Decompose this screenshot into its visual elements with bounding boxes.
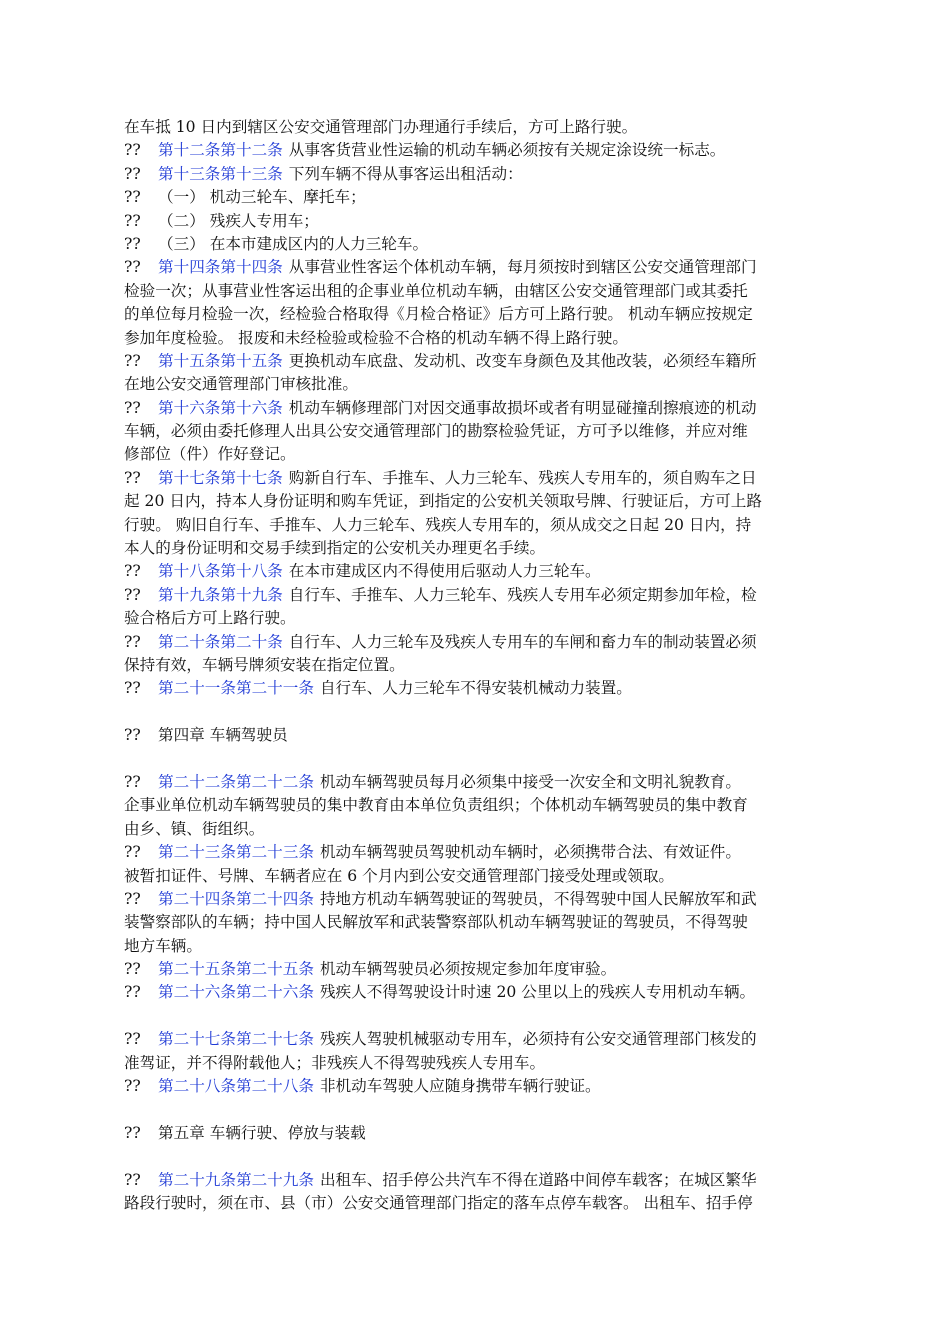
article-line xyxy=(124,1028,836,1051)
placeholder-mark: ?? xyxy=(124,562,141,581)
article-number-link[interactable]: 第二十条第二十条 xyxy=(158,632,283,651)
text-line xyxy=(124,490,836,513)
placeholder-mark: ?? xyxy=(124,1123,141,1142)
placeholder-mark: ?? xyxy=(124,585,141,604)
article-line xyxy=(124,560,836,583)
text-line xyxy=(124,654,836,677)
placeholder-mark: ?? xyxy=(124,211,141,230)
article-line xyxy=(124,467,836,490)
article-number-link[interactable]: 第十六条第十六条 xyxy=(158,398,283,417)
article-line xyxy=(124,677,836,700)
line-text: 更换机动车底盘、发动机、改变车身颜色及其他改装，必须经车籍所 xyxy=(288,351,757,370)
text-line xyxy=(124,607,836,630)
document-page xyxy=(124,116,836,1215)
line-text: （一） 机动三轮车、摩托车； xyxy=(158,188,366,207)
line-text: 机动车辆驾驶员每月必须集中接受一次安全和文明礼貌教育。 xyxy=(319,772,741,791)
placeholder-mark: ?? xyxy=(124,843,141,862)
line-text: 行驶。 购旧自行车、手推车、人力三轮车、残疾人专用车的，须从成交之日起 20 日内，持 xyxy=(124,515,752,534)
line-text: 自行车、手推车、人力三轮车、残疾人专用车必须定期参加年检，检 xyxy=(288,585,757,604)
article-line xyxy=(124,958,836,981)
line-text: 在车抵 10 日内到辖区公安交通管理部门办理通行手续后，方可上路行驶。 xyxy=(124,118,638,136)
article-line xyxy=(124,584,836,607)
line-text: 在本市建成区内不得使用后驱动人力三轮车。 xyxy=(288,562,601,581)
text-line xyxy=(124,420,836,443)
article-line xyxy=(124,139,836,162)
article-line xyxy=(124,771,836,794)
text-line xyxy=(124,303,836,326)
placeholder-mark: ?? xyxy=(124,1077,141,1096)
line-text: 的单位每月检验一次，经检验合格取得《月检合格证》后方可上路行驶。 机动车辆应按规定 xyxy=(124,305,753,324)
line-text: 自行车、人力三轮车不得安装机械动力装置。 xyxy=(319,679,632,698)
line-text: 从事客货营业性运输的机动车辆必须按有关规定涂设统一标志。 xyxy=(288,141,726,160)
blank-line xyxy=(124,1005,836,1028)
article-line xyxy=(124,163,836,186)
line-text: 参加年度检验。 报废和未经检验或检验不合格的机动车辆不得上路行驶。 xyxy=(124,328,628,347)
article-line xyxy=(124,397,836,420)
placeholder-mark: ?? xyxy=(124,141,141,160)
placeholder-mark: ?? xyxy=(124,679,141,698)
text-line xyxy=(124,1052,836,1075)
list-item xyxy=(124,210,836,233)
blank-line xyxy=(124,1098,836,1121)
line-text: （二） 残疾人专用车； xyxy=(158,211,319,230)
line-text: 车辆，必须由委托修理人出具公安交通管理部门的勘察检验凭证，方可予以维修，并应对维 xyxy=(124,422,748,441)
article-line xyxy=(124,1075,836,1098)
text-line xyxy=(124,911,836,934)
article-number-link[interactable]: 第十七条第十七条 xyxy=(158,468,283,487)
article-number-link[interactable]: 第二十七条第二十七条 xyxy=(158,1030,314,1049)
placeholder-mark: ?? xyxy=(124,889,141,908)
line-text: （三） 在本市建成区内的人力三轮车。 xyxy=(158,234,429,253)
placeholder-mark: ?? xyxy=(124,351,141,370)
chapter-heading xyxy=(124,1122,836,1145)
placeholder-mark: ?? xyxy=(124,234,141,253)
line-text: 从事营业性客运个体机动车辆，每月须按时到辖区公安交通管理部门 xyxy=(288,258,757,277)
placeholder-mark: ?? xyxy=(124,164,141,183)
article-number-link[interactable]: 第十五条第十五条 xyxy=(158,351,283,370)
article-line xyxy=(124,841,836,864)
line-text: 保持有效，车辆号牌须安装在指定位置。 xyxy=(124,655,405,674)
text-line xyxy=(124,327,836,350)
line-text: 自行车、人力三轮车及残疾人专用车的车闸和畜力车的制动装置必须 xyxy=(288,632,757,651)
line-text: 在地公安交通管理部门审核批准。 xyxy=(124,375,358,394)
article-number-link[interactable]: 第十八条第十八条 xyxy=(158,562,283,581)
placeholder-mark: ?? xyxy=(124,258,141,277)
article-line xyxy=(124,350,836,373)
line-text: 非机动车驾驶人应随身携带车辆行驶证。 xyxy=(319,1077,601,1096)
text-line xyxy=(124,373,836,396)
placeholder-mark: ?? xyxy=(124,188,141,207)
line-text: 装警察部队的车辆；持中国人民解放军和武装警察部队机动车辆驾驶证的驾驶员，不得驾驶 xyxy=(124,913,748,932)
article-number-link[interactable]: 第二十四条第二十四条 xyxy=(158,889,314,908)
line-text: 机动车辆驾驶员驾驶机动车辆时，必须携带合法、有效证件。 xyxy=(319,843,741,862)
text-line xyxy=(124,865,836,888)
line-text: 第四章 车辆驾驶员 xyxy=(158,726,288,745)
line-text: 地方车辆。 xyxy=(124,936,202,955)
placeholder-mark: ?? xyxy=(124,1030,141,1049)
article-number-link[interactable]: 第十四条第十四条 xyxy=(158,258,283,277)
line-text: 本人的身份证明和交易手续到指定的公安机关办理更名手续。 xyxy=(124,539,546,558)
article-number-link[interactable]: 第十二条第十二条 xyxy=(158,141,283,160)
text-line xyxy=(124,116,836,139)
text-line xyxy=(124,935,836,958)
line-text: 企事业单位机动车辆驾驶员的集中教育由本单位负责组织；个体机动车辆驾驶员的集中教育 xyxy=(124,796,748,815)
article-line xyxy=(124,1169,836,1192)
text-line xyxy=(124,794,836,817)
line-text: 机动车辆修理部门对因交通事故损坏或者有明显碰撞刮擦痕迹的机动 xyxy=(288,398,757,417)
line-text: 验合格后方可上路行驶。 xyxy=(124,609,296,628)
blank-line xyxy=(124,748,836,771)
blank-line xyxy=(124,1145,836,1168)
placeholder-mark: ?? xyxy=(124,772,141,791)
placeholder-mark: ?? xyxy=(124,398,141,417)
text-line xyxy=(124,280,836,303)
placeholder-mark: ?? xyxy=(124,960,141,979)
placeholder-mark: ?? xyxy=(124,983,141,1002)
text-line xyxy=(124,818,836,841)
line-text: 残疾人驾驶机械驱动专用车，必须持有公安交通管理部门核发的 xyxy=(319,1030,757,1049)
placeholder-mark: ?? xyxy=(124,726,141,745)
article-number-link[interactable]: 第二十五条第二十五条 xyxy=(158,960,314,979)
line-text: 残疾人不得驾驶设计时速 20 公里以上的残疾人专用机动车辆。 xyxy=(319,983,756,1002)
article-line xyxy=(124,888,836,911)
line-text: 修部位（件）作好登记。 xyxy=(124,445,296,464)
line-text: 路段行驶时，须在市、县（市）公安交通管理部门指定的落车点停车载客。 出租车、招手停 xyxy=(124,1193,753,1212)
line-text: 购新自行车、手推车、人力三轮车、残疾人专用车的，须自购车之日 xyxy=(288,468,757,487)
article-number-link[interactable]: 第二十八条第二十八条 xyxy=(158,1077,314,1096)
line-text: 被暂扣证件、号牌、车辆者应在 6 个月内到公安交通管理部门接受处理或领取。 xyxy=(124,866,675,885)
line-text: 检验一次；从事营业性客运出租的企事业单位机动车辆，由辖区公安交通管理部门或其委托 xyxy=(124,281,748,300)
article-line xyxy=(124,256,836,279)
chapter-heading xyxy=(124,724,836,747)
list-item xyxy=(124,186,836,209)
line-text: 出租车、招手停公共汽车不得在道路中间停车载客；在城区繁华 xyxy=(319,1170,757,1189)
article-number-link[interactable]: 第二十九条第二十九条 xyxy=(158,1170,314,1189)
line-text: 持地方机动车辆驾驶证的驾驶员，不得驾驶中国人民解放军和武 xyxy=(319,889,757,908)
text-line xyxy=(124,537,836,560)
line-text: 准驾证，并不得附载他人；非残疾人不得驾驶残疾人专用车。 xyxy=(124,1053,546,1072)
line-text: 由乡、镇、街组织。 xyxy=(124,819,265,838)
line-text: 第五章 车辆行驶、停放与装载 xyxy=(158,1123,366,1142)
article-number-link[interactable]: 第二十六条第二十六条 xyxy=(158,983,314,1002)
article-line xyxy=(124,981,836,1004)
article-line xyxy=(124,631,836,654)
line-text: 起 20 日内，持本人身份证明和购车凭证，到指定的公安机关领取号牌、行驶证后，方可上路 xyxy=(124,492,762,511)
article-number-link[interactable]: 第十三条第十三条 xyxy=(158,164,283,183)
list-item xyxy=(124,233,836,256)
text-line xyxy=(124,443,836,466)
text-line xyxy=(124,514,836,537)
line-text: 下列车辆不得从事客运出租活动： xyxy=(288,164,523,183)
placeholder-mark: ?? xyxy=(124,1170,141,1189)
placeholder-mark: ?? xyxy=(124,632,141,651)
article-number-link[interactable]: 第二十一条第二十一条 xyxy=(158,679,314,698)
article-number-link[interactable]: 第二十二条第二十二条 xyxy=(158,772,314,791)
article-number-link[interactable]: 第二十三条第二十三条 xyxy=(158,843,314,862)
blank-line xyxy=(124,701,836,724)
article-number-link[interactable]: 第十九条第十九条 xyxy=(158,585,283,604)
line-text: 机动车辆驾驶员必须按规定参加年度审验。 xyxy=(319,960,617,979)
placeholder-mark: ?? xyxy=(124,468,141,487)
text-line xyxy=(124,1192,836,1215)
